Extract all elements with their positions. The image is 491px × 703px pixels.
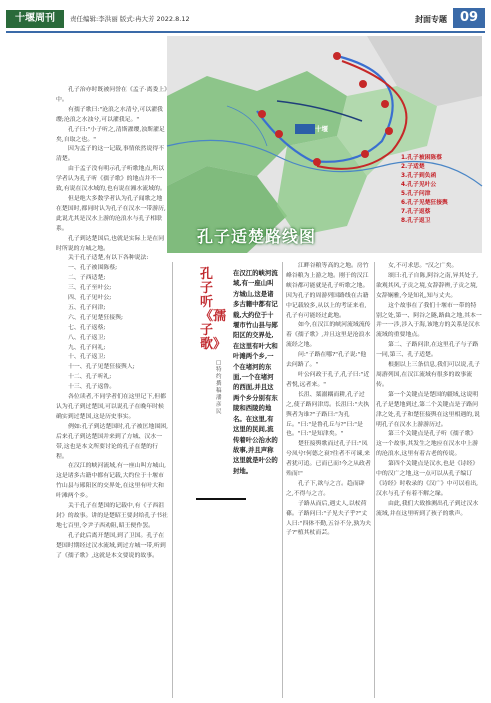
paragraph: 这个故事在了我们十堰市一带的特别之处,第一、阿谷之隧,路曲之地,其本一并一一涉,涉入于海,该地方的关系是汉水流域的重要地点。 xyxy=(376,302,482,339)
list-item: 三、孔子至叶公; xyxy=(68,285,112,292)
paragraph: 但是绝大多数学者认为孔子闻歌之地在楚国时,都同时认为孔子在汉水一带游历,此说尤其是汉水上游的沧浪水与孔子相联系。 xyxy=(56,195,166,232)
paragraph: 江畔谷粮等高的之地。房竹峰谷粮为上游之地。刚于的汉江峡谷都可能就是孔子听歌之地。因为孔子的周游列国路线在古籍中记载较多,从以上的考证来看,孔子有可能经过此地。 xyxy=(286,263,369,319)
editor-info: 责任编辑:李洪丽 版式:冉大芳 2022.8.12 xyxy=(70,15,190,23)
list-item: 九、孔子问礼; xyxy=(68,344,106,351)
list-item: 二、子西适楚; xyxy=(68,275,106,282)
paragraph: 孔子曰:"小子听之,清斯濯缨,浊斯濯足矣,自取之也。" xyxy=(56,126,165,143)
paragraph: 问:"子路在哪?"孔子说:"他去问路了。" xyxy=(286,352,367,369)
legend-item: 8.孔子返卫 xyxy=(401,218,431,224)
paragraph: 叶公问政于孔子,孔子曰:"近者悦,远者来。" xyxy=(286,371,370,388)
paragraph: 孔子到达楚国后,也就是实际上是在同时所说的方城之地。 xyxy=(56,235,165,252)
legend-item: 4.孔子见叶公 xyxy=(401,182,437,188)
list-item: 十二、孔子听礼; xyxy=(68,374,112,381)
paragraph: 各位读者,不同学者们在这里记下,但都认为孔子到过楚国,可以说孔子在晚年时候确实到过楚国,这是历史事实。 xyxy=(56,394,166,420)
list-item: 十一、孔子见楚狂接舆人; xyxy=(68,364,135,371)
right-column-text xyxy=(376,262,482,698)
legend-item: 6.孔子见楚狂接舆 xyxy=(401,200,448,206)
paragraph: 孔子治亦时既被问誉在《孟子·离娄上》中。 xyxy=(56,87,168,103)
header-rule xyxy=(6,31,485,33)
legend-item: 1.孔子被困陈蔡 xyxy=(401,155,443,161)
list-item: 八、孔子返卫; xyxy=(68,334,106,341)
section-title: 封面专题 xyxy=(415,15,447,24)
map-legend xyxy=(401,154,477,226)
paragraph: 颂曰:孔子自陈,阿谷之南,异其处子,欲观其风,子贡之境,女辞辞辨,子贡之境,女辞娴雅,今是知礼,知与丈夫。 xyxy=(376,272,479,299)
paragraph: 关于孔子适楚,有以下各种说法: xyxy=(68,255,149,262)
paragraph: 由此,我们大致推测出孔子到过汉水流域,并在这里听到了孩子的歌声。 xyxy=(376,500,479,517)
route-map xyxy=(167,36,482,253)
paragraph: 关于孔子在楚国的记载中,有《子西沮封》的故事。讲的是楚昭王要封给孔子书社地七百里,令尹子西劝阻,昭王便作罢。 xyxy=(56,503,168,529)
lead-rule xyxy=(196,498,246,500)
paragraph: 长沮、桀溺耦而耕,孔子过之,使子路问津焉。长沮曰:"夫执舆者为谁?"子路曰:"为孔丘。"曰:"是鲁孔丘与?"曰:"是也。"曰:"是知津矣。" xyxy=(286,391,370,438)
paragraph: 第一个关键点是楚国的疆域,这说明孔子是楚地到过,第二个关键点是子路问津之处,孔子和楚狂接舆在这里相遇的,说明孔子在汉水上游游历过。 xyxy=(376,391,480,428)
column-divider xyxy=(282,262,283,698)
page-header xyxy=(6,6,485,32)
list-item: 六、孔子见楚狂接舆; xyxy=(68,314,124,321)
paragraph: 女,不可求思。"汉之广矣。 xyxy=(388,263,458,269)
column-divider xyxy=(374,262,375,698)
legend-item: 5.孔子问津 xyxy=(401,191,431,197)
legend-item: 3.孔子到负函 xyxy=(401,173,437,179)
paragraph: 第二、子路问津,在这里孔子与子路一同,第三、孔子适楚。 xyxy=(376,342,479,359)
list-item: 七、孔子返蔡; xyxy=(68,324,106,331)
paragraph: 楚狂接舆歌而过孔子曰:"凤兮凤兮!何德之衰?往者不可谏,来者犹可追。已而已而!今之从政者殆而!" xyxy=(286,441,371,478)
paragraph: 例如:孔子到达楚国时,孔子被匡地围困,后来孔子到达楚国并来到了方城、汉水一带,这也是本文所要讨论的孔子在楚的行程。 xyxy=(56,423,168,460)
article-title: 孔子听《孺子歌》 xyxy=(200,267,227,352)
center-column-text xyxy=(286,262,372,698)
legend-item: 2.子适楚 xyxy=(401,164,425,170)
paragraph: 在汉江的峡河流域,有一座山叫方城山,这是诸多古籍中都有记载,大约位于十堰市竹山县与郧阳区的交界处,在这里有叶大和叶滩两个乡。 xyxy=(56,463,166,500)
paragraph: 第三个关键点是孔子听《孺子歌》这一个故事,其发生之地应在汉水中上游的沧浪水,这里有着古老的传说。 xyxy=(376,431,479,458)
paragraph: 孔子此后离开楚国,到了卫国。孔子在楚国时期经过汉水流域,到过方城一带,听到了《孺子歌》,这就是本文要说的故事。 xyxy=(56,532,166,559)
column-divider xyxy=(172,262,173,698)
list-item: 四、孔子见叶公; xyxy=(68,295,112,302)
paragraph: 如今,在汉江的峡河流域流传着《孺子歌》,并且这里是沧浪水流经之地。 xyxy=(286,322,371,349)
paragraph: 子路从而后,遇丈人,以杖荷蓧。子路问曰:"子见夫子乎?"丈人曰:"四体不勤,五谷不分,孰为夫子?"植其杖而芸。 xyxy=(286,500,372,537)
list-item: 一、孔子被围陈蔡; xyxy=(68,265,118,272)
list-item: 五、孔子问津; xyxy=(68,304,106,311)
paragraph: 由于孟子没有明示孔子听歌地点,所以学者认为孔子听《孺子歌》的地点并不一致,有说在汉水域的,也有说在湘水流域的。 xyxy=(56,166,166,193)
list-item: 十三、孔子返鲁。 xyxy=(68,384,116,391)
map-title: 孔子适楚路线图 xyxy=(197,227,317,246)
legend-item: 7.孔子返蔡 xyxy=(401,209,431,215)
newspaper-logo: 十堰周刊 xyxy=(6,10,64,28)
paragraph: 根据以上三条信息,我们可以说,孔子周游列国,在汉江流域有很多的故事流传。 xyxy=(376,362,481,388)
page-number: 09 xyxy=(453,8,485,28)
paragraph: 孔子下,欲与之言。趋而辟之,不得与之言。 xyxy=(286,480,365,497)
article-lead: 在汉江的峡河流域,有一座山叫方城山,这是诸多古籍中都有记载,大约位于十堰市竹山县与郧阳区的交界处,在这里有叶大和叶滩两个乡,一个在堵河的东面,一个在堵河的西面,并且这两个乡分别有东陵和西陵的地名。在这里,有这里的民间,流传着叶公治水的故事,并且声称这里就是叶公的封地。 xyxy=(233,269,278,475)
paragraph: 因为孟子的这一记载,事情依然说得不清楚。 xyxy=(56,146,165,163)
city-label: 十堰 xyxy=(315,125,328,133)
list-item: 十、孔子返卫; xyxy=(68,354,106,361)
left-column-text xyxy=(56,86,168,698)
paragraph: 有孺子歌曰:"沧浪之水清兮,可以濯我缨;沧浪之水浊兮,可以濯我足。" xyxy=(56,106,163,123)
article-author: □特约撰稿 潘彦民 xyxy=(216,360,222,415)
paragraph: 第四个关键点是汉水,也是《诗经》中的汉广之地,这一点可以从孔子编订《诗经》时收录的《汉广》中可以看出,汉水与孔子有着不解之缘。 xyxy=(376,461,479,497)
